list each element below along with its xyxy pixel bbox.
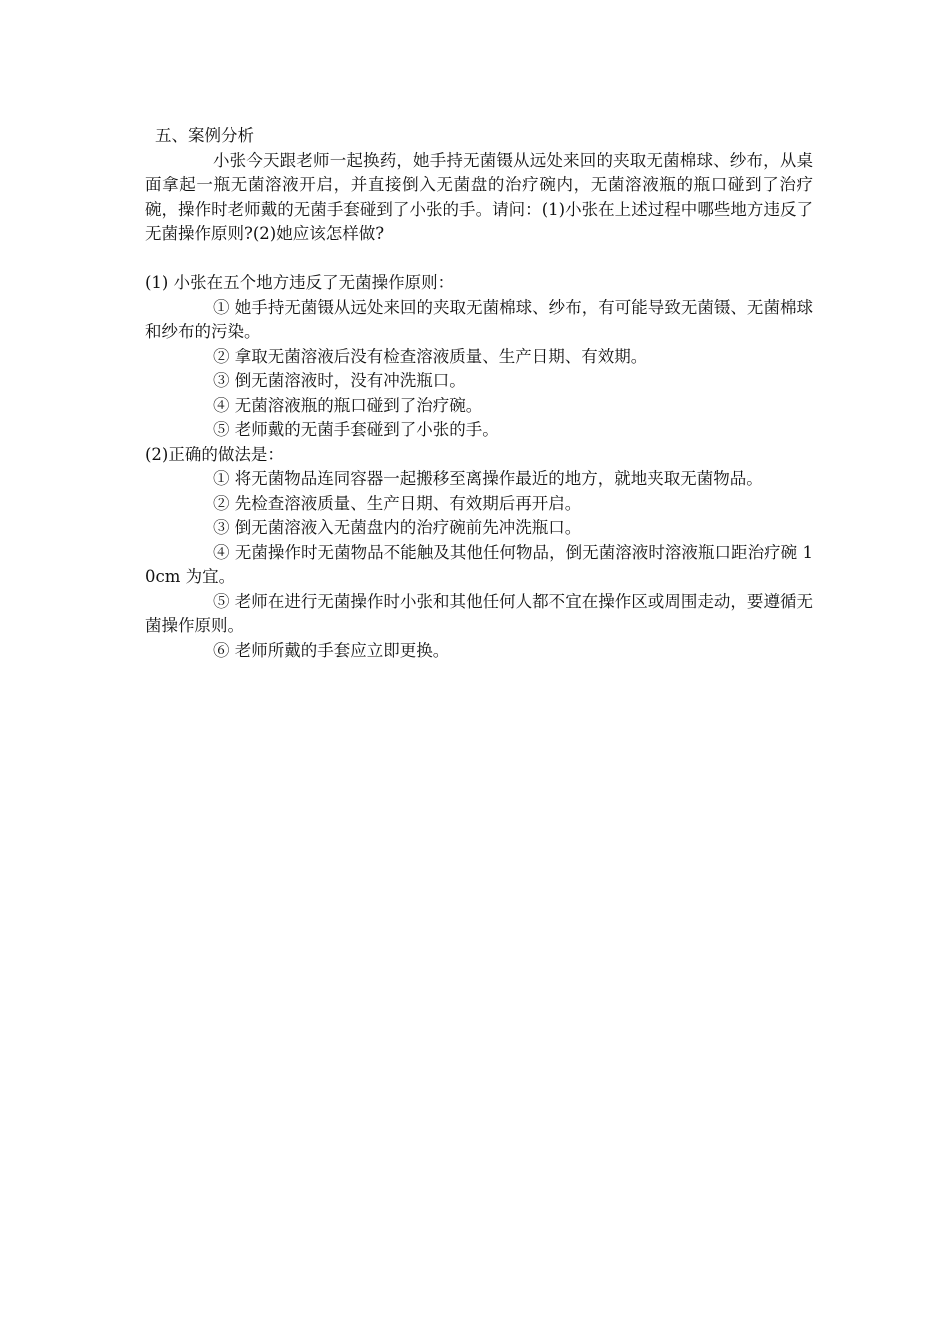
answer-2-item: ② 先检查溶液质量、生产日期、有效期后再开启。 xyxy=(213,493,582,513)
answer-2-item: ③ 倒无菌溶液入无菌盘内的治疗碗前先冲洗瓶口。 xyxy=(213,518,582,537)
answer-1-item: ① 她手持无菌镊从远处来回的夹取无菌棉球、纱布，有可能导致无菌镊、无菌棉球和纱布的污染。 xyxy=(145,297,813,341)
answer-2-item: ⑥ 老师所戴的手套应立即更换。 xyxy=(213,640,450,660)
answer-1-item: ⑤ 老师戴的无菌手套碰到了小张的手。 xyxy=(213,420,499,439)
answer-1-item: ③ 倒无菌溶液时，没有冲洗瓶口。 xyxy=(213,371,466,390)
answer-1-item: ② 拿取无菌溶液后没有检查溶液质量、生产日期、有效期。 xyxy=(213,346,648,366)
answer-1-title: (1) 小张在五个地方违反了无菌操作原则： xyxy=(145,273,455,292)
answer-2-item: ⑤ 老师在进行无菌操作时小张和其他任何人都不宜在操作区或周围走动，要遵循无菌操作原则。 xyxy=(145,591,813,635)
blank-line xyxy=(145,247,813,272)
answer-2-title: (2)正确的做法是： xyxy=(145,444,284,464)
answer-1-item: ④ 无菌溶液瓶的瓶口碰到了治疗碗。 xyxy=(213,395,483,415)
case-description: 小张今天跟老师一起换药，她手持无菌镊从远处来回的夹取无菌棉球、纱布，从桌面拿起一瓶无菌溶液开启，并直接倒入无菌盘的治疗碗内，无菌溶液瓶的瓶口碰到了治疗碗，操作时老师戴的无菌手套碰到了小张的手。请问：(1)小张在上述过程中哪些地方违反了无菌操作原则?(2)她应该怎样做? xyxy=(145,150,813,243)
document-body xyxy=(145,124,813,663)
answer-2-item: ④ 无菌操作时无菌物品不能触及其他任何物品，倒无菌溶液时溶液瓶口距治疗碗 10cm 为宜。 xyxy=(145,542,813,586)
answer-2-item: ① 将无菌物品连同容器一起搬移至离操作最近的地方，就地夹取无菌物品。 xyxy=(213,469,763,488)
section-heading: 五、案例分析 xyxy=(155,126,254,145)
